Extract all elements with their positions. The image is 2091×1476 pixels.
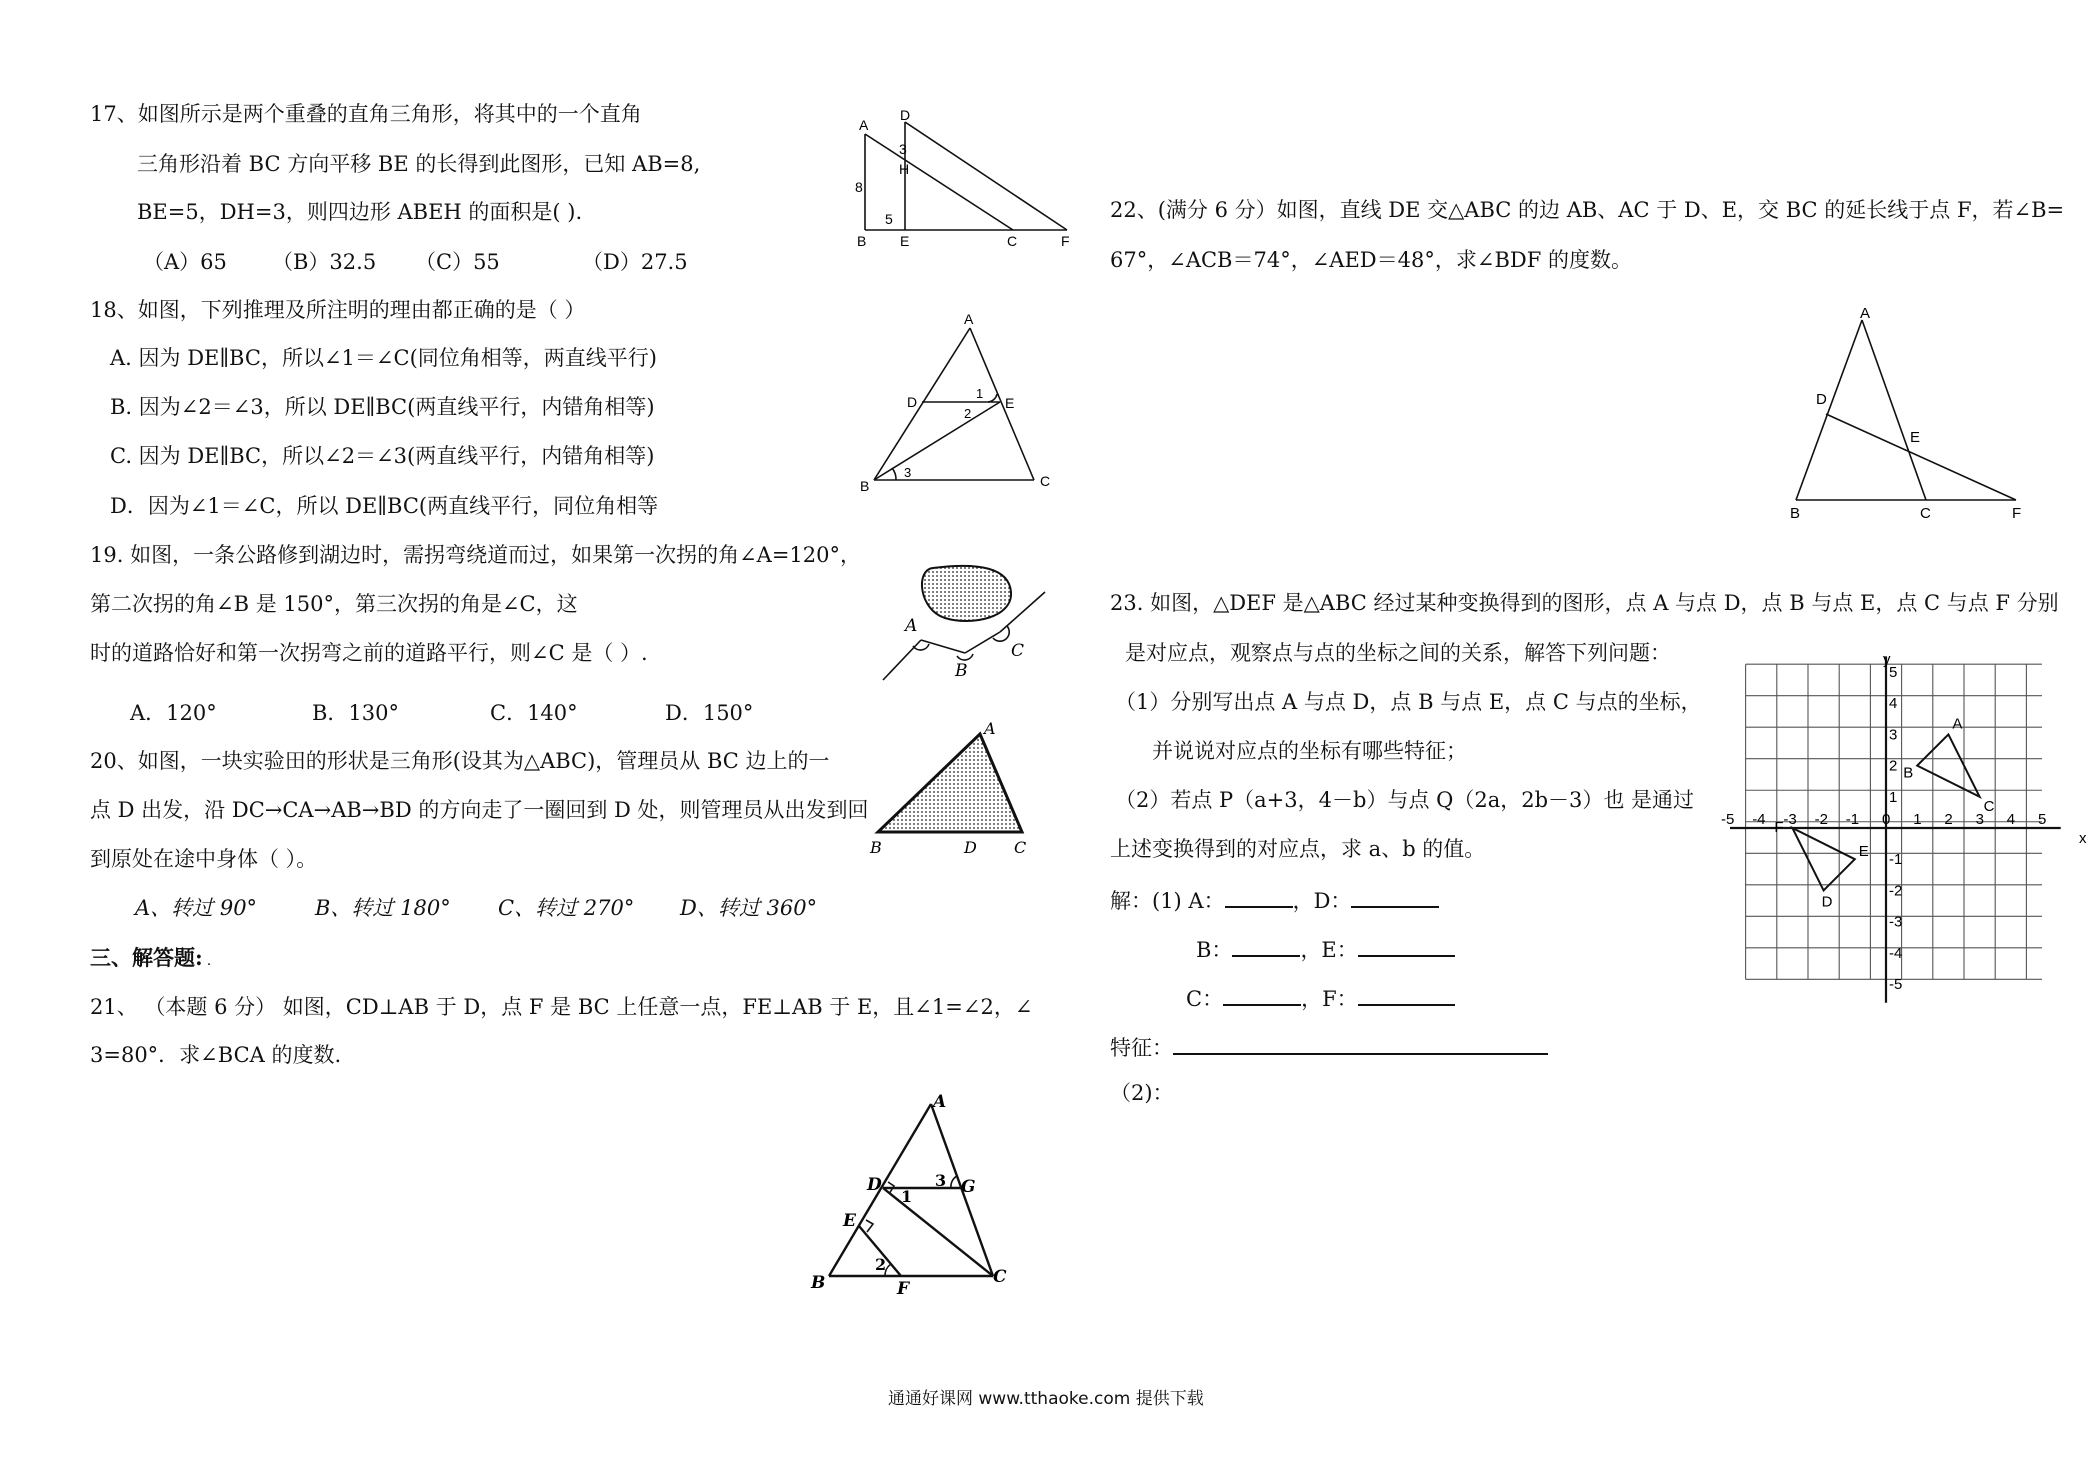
triangle-def — [1792, 828, 1854, 890]
answer-blank-f[interactable] — [1358, 986, 1455, 1006]
q17-line1: 17、如图所示是两个重叠的直角三角形，将其中的一个直角 — [90, 102, 642, 126]
point-label-c: C — [1983, 797, 1995, 815]
q18-label-1: 1 — [976, 386, 984, 401]
q19-label-c: C — [1011, 641, 1025, 661]
q23-line2: 是对应点，观察点与点的坐标之间的关系，解答下列问题： — [1125, 641, 1671, 665]
q23-feature-label: 特征： — [1110, 1036, 1173, 1060]
x-tick-label: -3 — [1783, 811, 1797, 828]
q19-option-b: B．130° — [312, 701, 400, 725]
q23-coordinate-grid — [1721, 648, 2090, 1004]
q23-label-c: C： — [1186, 987, 1224, 1011]
q20-label-c: C — [1014, 838, 1027, 857]
point-label-a: A — [1952, 715, 1963, 733]
q23-line4: 并说说对应点的坐标有哪些特征； — [1152, 739, 1467, 763]
x-tick-label: 3 — [1975, 811, 1984, 828]
q18-option-c: C. 因为 DE∥BC，所以∠2＝∠3(两直线平行，内错角相等) — [110, 444, 655, 468]
point-label-e: E — [1858, 843, 1869, 861]
answer-blank-a[interactable] — [1225, 888, 1293, 908]
q19-label-b: B — [955, 661, 968, 681]
y-tick-label: 3 — [1889, 726, 1898, 744]
q20-label-b: B — [870, 838, 882, 857]
q19-line1: 19. 如图，一条公路修到湖边时，需拐弯绕道而过，如果第一次拐的角∠A=120°， — [90, 543, 862, 567]
x-axis-label: x — [2079, 830, 2087, 847]
q22-label-e: E — [1910, 429, 1921, 446]
y-tick-label: 4 — [1889, 695, 1898, 713]
field-triangle — [878, 734, 1022, 832]
x-tick-label: -5 — [1721, 811, 1735, 828]
q19-option-d: D．150° — [665, 701, 754, 725]
q23-label-b: B： — [1196, 938, 1233, 962]
q17-figure — [855, 107, 1080, 252]
y-tick-label: 2 — [1889, 757, 1898, 775]
q20-line1: 20、如图，一块实验田的形状是三角形(设其为△ABC)，管理员从 BC 边上的一 — [90, 749, 830, 773]
q21-label-f: F — [897, 1279, 910, 1299]
q23-answer-row3 — [1186, 986, 1455, 1010]
q23-answer-row2 — [1196, 937, 1455, 961]
q21-label-a: A — [933, 1092, 947, 1112]
q17-label-b: B — [857, 233, 867, 249]
q23-answer-intro: 解：(1) A： — [1110, 889, 1225, 913]
q17-label-a: A — [859, 117, 869, 133]
answer-blank-e[interactable] — [1358, 937, 1455, 957]
y-tick-label: 1 — [1889, 788, 1898, 806]
q18-stem: 18、如图，下列推理及所注明的理由都正确的是（ ） — [90, 298, 586, 322]
q20-figure — [868, 718, 1038, 858]
y-tick-label: -4 — [1889, 944, 1903, 962]
q18-label-d: D — [907, 394, 918, 410]
q19-line2: 第二次拐的角∠B 是 150°，第三次拐的角是∠C，这 — [90, 592, 578, 616]
q23-answer-row1 — [1110, 888, 1439, 912]
q17-line3: BE=5，DH=3，则四边形 ABEH 的面积是( ). — [137, 200, 583, 224]
q18-label-c: C — [1040, 473, 1051, 489]
q21-label-2: 2 — [875, 1255, 887, 1274]
y-tick-label: 5 — [1889, 664, 1898, 681]
point-label-f: F — [1774, 819, 1784, 836]
q17-option-c: （C）55 — [415, 250, 500, 274]
q22-line2: 67°，∠ACB＝74°，∠AED＝48°，求∠BDF 的度数。 — [1110, 248, 1632, 272]
q20-option-d: D、转过 360° — [680, 896, 818, 920]
q22-label-b: B — [1790, 505, 1801, 522]
x-tick-label: 5 — [2038, 811, 2047, 828]
x-tick-label: -4 — [1752, 811, 1766, 828]
x-tick-label: 4 — [2006, 811, 2016, 828]
q17-option-a: （A）65 — [143, 250, 227, 274]
q19-option-c: C．140° — [490, 701, 578, 725]
q21-label-b: B — [811, 1273, 826, 1293]
q22-figure — [1780, 302, 2035, 522]
q23-label-d: ，D： — [1292, 889, 1352, 913]
q22-label-f: F — [2012, 505, 2022, 522]
q23-label-e: ，E： — [1300, 938, 1358, 962]
q21-label-3: 3 — [935, 1171, 947, 1190]
q20-line3: 到原处在途中身体（ ）。 — [90, 847, 318, 871]
q18-option-d: D．因为∠1＝∠C，所以 DE∥BC(两直线平行，同位角相等 — [110, 494, 659, 518]
x-tick-label: 1 — [1913, 811, 1922, 828]
q20-option-c: C、转过 270° — [498, 896, 635, 920]
q23-feature-row — [1110, 1035, 1548, 1059]
q22-line1: 22、(满分 6 分）如图，直线 DE 交△ABC 的边 AB、AC 于 D、E，交 BC 的延长线于点 F，若∠B= — [1110, 198, 2065, 222]
q18-option-b: B. 因为∠2＝∠3，所以 DE∥BC(两直线平行，内错角相等) — [110, 395, 655, 419]
q18-label-a: A — [964, 311, 974, 327]
y-axis-label: y — [1883, 651, 1891, 668]
answer-blank-b[interactable] — [1232, 937, 1300, 957]
q17-option-d: （D）27.5 — [582, 250, 688, 274]
q17-label-5: 5 — [885, 211, 893, 227]
q21-label-c: C — [993, 1267, 1007, 1287]
triangle-abc — [1917, 734, 1979, 796]
x-tick-label: 0 — [1882, 811, 1891, 828]
q17-label-f: F — [1061, 233, 1070, 249]
y-tick-label: -2 — [1889, 882, 1903, 900]
section3-heading: 三、解答题: — [90, 945, 203, 970]
q17-label-3: 3 — [899, 141, 907, 157]
q18-option-a: A. 因为 DE∥BC，所以∠1＝∠C(同位角相等，两直线平行) — [110, 346, 657, 370]
q17-label-8: 8 — [855, 179, 863, 195]
section3-dot: . — [206, 953, 212, 969]
q21-label-g: G — [961, 1177, 976, 1197]
q20-option-a: A、转过 90° — [135, 896, 258, 920]
answer-blank-feature[interactable] — [1173, 1035, 1548, 1055]
q21-label-1: 1 — [901, 1187, 913, 1206]
q17-label-c: C — [1007, 233, 1018, 249]
q21-line1: 21、 （本题 6 分） 如图，CD⊥AB 于 D，点 F 是 BC 上任意一点，FE⊥AB 于 E，且∠1=∠2，∠ — [90, 995, 1033, 1019]
point-label-d: D — [1821, 893, 1833, 911]
q23-part2: （2)： — [1110, 1081, 1174, 1105]
q23-line6: 上述变换得到的对应点，求 a、b 的值。 — [1110, 837, 1486, 861]
q19-option-a: A．120° — [130, 701, 217, 725]
q23-line1: 23. 如图，△DEF 是△ABC 经过某种变换得到的图形，点 A 与点 D，点 B 与点 E，点 C 与点 F 分别 — [1110, 591, 2059, 615]
q21-label-e: E — [843, 1211, 856, 1231]
q17-line2: 三角形沿着 BC 方向平移 BE 的长得到此图形，已知 AB=8, — [137, 152, 701, 176]
q19-figure — [875, 558, 1055, 688]
q18-label-b: B — [860, 478, 870, 494]
q19-label-a: A — [905, 616, 918, 636]
answer-blank-d[interactable] — [1351, 888, 1439, 908]
q21-line2: 3=80°．求∠BCA 的度数. — [90, 1043, 342, 1067]
q22-label-a: A — [1860, 305, 1871, 322]
q21-label-d: D — [867, 1175, 882, 1195]
y-tick-label: -1 — [1889, 851, 1903, 869]
answer-blank-c[interactable] — [1223, 986, 1301, 1006]
q23-line5: （2）若点 P（a+3，4－b）与点 Q（2a，2b－3）也 是通过 — [1115, 788, 1695, 812]
q19-line3: 时的道路恰好和第一次拐弯之前的道路平行，则∠C 是（ ）. — [90, 641, 648, 665]
q22-label-d: D — [1816, 391, 1827, 408]
q20-label-d: D — [964, 838, 977, 857]
x-tick-label: -2 — [1814, 811, 1828, 828]
q20-label-a: A — [984, 719, 996, 738]
q17-option-b: （B）32.5 — [272, 250, 377, 274]
x-tick-label: 2 — [1944, 811, 1953, 828]
q17-label-d: D — [900, 107, 911, 123]
q18-figure — [860, 310, 1060, 495]
q23-label-f: ，F： — [1301, 987, 1358, 1011]
footer-credit: 通通好课网 www.tthaoke.com 提供下载 — [888, 1389, 1204, 1409]
q18-label-3: 3 — [904, 465, 912, 480]
q22-label-c: C — [1920, 505, 1931, 522]
q18-label-2: 2 — [964, 406, 972, 421]
q17-label-e: E — [900, 233, 910, 249]
q17-label-h: H — [899, 161, 910, 177]
q23-line3: （1）分别写出点 A 与点 D，点 B 与点 E，点 C 与点的坐标， — [1115, 690, 1702, 714]
q18-label-e: E — [1005, 395, 1015, 411]
y-tick-label: -3 — [1889, 913, 1903, 931]
y-tick-label: -5 — [1889, 976, 1903, 993]
point-label-b: B — [1903, 764, 1914, 782]
x-tick-label: -1 — [1845, 811, 1860, 828]
lake-shape — [922, 566, 1011, 621]
q20-line2: 点 D 出发，沿 DC→CA→AB→BD 的方向走了一圈回到 D 处，则管理员从出发到回 — [90, 798, 869, 822]
q20-option-b: B、转过 180° — [315, 896, 451, 920]
q21-figure — [805, 1090, 1030, 1299]
